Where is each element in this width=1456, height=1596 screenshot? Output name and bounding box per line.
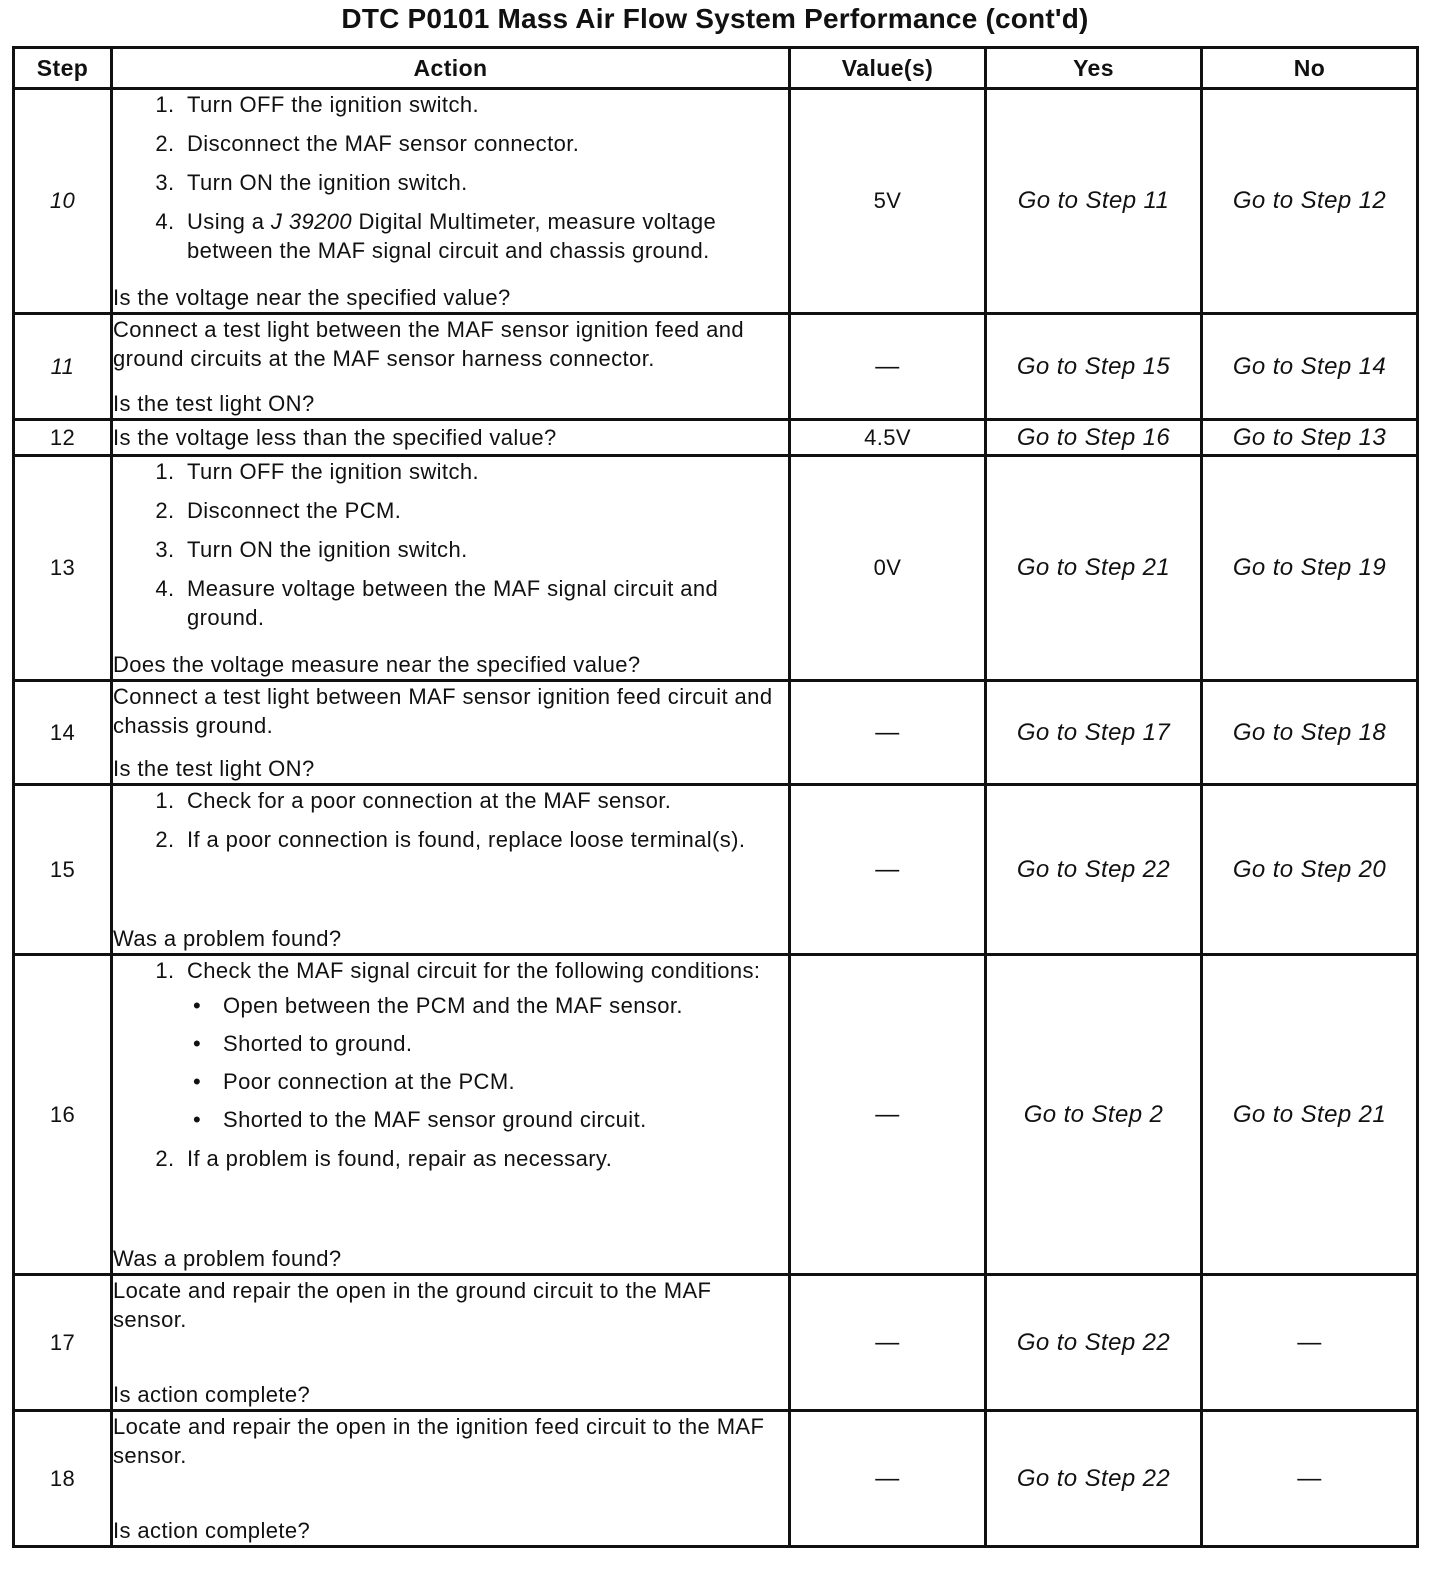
action-question: Was a problem found? [113, 1246, 342, 1271]
step-number: 13 [14, 456, 112, 681]
step-number: 18 [14, 1411, 112, 1547]
step-number: 12 [14, 420, 112, 456]
step-number: 11 [14, 314, 112, 420]
value-cell: — [790, 314, 986, 420]
no-cell: Go to Step 14 [1202, 314, 1418, 420]
action-steps [113, 90, 788, 275]
yes-cell: Go to Step 22 [986, 1275, 1202, 1411]
step-text-pre: Using a [187, 209, 271, 234]
action-text: Connect a test light between the MAF sensor ignition feed and ground circuits at the MAF sensor harness connector. [113, 317, 744, 371]
action-question: Is the voltage near the specified value? [113, 285, 511, 310]
table-row-step-14 [14, 681, 1418, 785]
action-cell [112, 89, 790, 314]
action-cell [112, 1411, 790, 1547]
action-step [181, 207, 788, 265]
value-cell: 5V [790, 89, 986, 314]
action-question: Is action complete? [113, 1382, 311, 1407]
table-row-step-12 [14, 420, 1418, 456]
table-row-step-10 [14, 89, 1418, 314]
page-title: DTC P0101 Mass Air Flow System Performance (cont'd) [341, 3, 1089, 34]
action-step: 1. Turn OFF the ignition switch. [181, 457, 788, 486]
action-cell [112, 1275, 790, 1411]
action-text: Locate and repair the open in the ignition feed circuit to the MAF sensor. [113, 1414, 765, 1468]
step-number: 15 [14, 785, 112, 955]
action-cell [112, 456, 790, 681]
table-header-row [14, 48, 1418, 89]
action-steps [113, 956, 788, 1183]
value-cell: — [790, 1275, 986, 1411]
condition-item: • Shorted to ground. [189, 1029, 788, 1058]
condition-item: • Shorted to the MAF sensor ground circuit. [189, 1105, 788, 1134]
table-row-step-13 [14, 456, 1418, 681]
no-cell: Go to Step 12 [1202, 89, 1418, 314]
action-step: 2. Disconnect the PCM. [181, 496, 788, 525]
no-cell: — [1202, 1275, 1418, 1411]
condition-list [187, 991, 788, 1134]
action-step: 3. Turn ON the ignition switch. [181, 168, 788, 197]
action-cell [112, 955, 790, 1275]
action-cell [112, 785, 790, 955]
action-step: 4. Measure voltage between the MAF signal circuit and ground. [181, 574, 788, 632]
action-step-text: Check the MAF signal circuit for the following conditions: [187, 958, 761, 983]
yes-cell: Go to Step 11 [986, 89, 1202, 314]
header-step: Step [14, 48, 112, 89]
no-cell: Go to Step 13 [1202, 420, 1418, 456]
action-step: 2. Disconnect the MAF sensor connector. [181, 129, 788, 158]
action-step [181, 956, 788, 1134]
yes-cell: Go to Step 16 [986, 420, 1202, 456]
action-question: Is the voltage less than the specified value? [113, 425, 557, 450]
action-question: Is the test light ON? [113, 391, 315, 416]
value-cell: — [790, 1411, 986, 1547]
no-cell: Go to Step 21 [1202, 955, 1418, 1275]
table-row-step-15 [14, 785, 1418, 955]
yes-cell: Go to Step 22 [986, 1411, 1202, 1547]
header-values: Value(s) [790, 48, 986, 89]
action-step: 2. If a problem is found, repair as necessary. [181, 1144, 788, 1173]
header-yes: Yes [986, 48, 1202, 89]
header-no: No [1202, 48, 1418, 89]
header-action: Action [112, 48, 790, 89]
table-row-step-17 [14, 1275, 1418, 1411]
yes-cell: Go to Step 2 [986, 955, 1202, 1275]
value-cell: 4.5V [790, 420, 986, 456]
no-cell: Go to Step 20 [1202, 785, 1418, 955]
action-text: Locate and repair the open in the ground circuit to the MAF sensor. [113, 1278, 712, 1332]
yes-cell: Go to Step 17 [986, 681, 1202, 785]
condition-item: • Open between the PCM and the MAF sensor. [189, 991, 788, 1020]
action-cell [112, 314, 790, 420]
value-cell: 0V [790, 456, 986, 681]
action-text: Connect a test light between MAF sensor ignition feed circuit and chassis ground. [113, 684, 773, 738]
action-step: 2. If a poor connection is found, replace loose terminal(s). [181, 825, 788, 854]
tool-number: J 39200 [270, 209, 352, 234]
action-step: 3. Turn ON the ignition switch. [181, 535, 788, 564]
table-row-step-18 [14, 1411, 1418, 1547]
action-cell [112, 681, 790, 785]
no-cell: Go to Step 18 [1202, 681, 1418, 785]
table-row-step-11 [14, 314, 1418, 420]
step-text-post: Digital Multimeter, measure voltage between the MAF signal circuit and chassis ground. [187, 209, 717, 263]
action-question: Does the voltage measure near the specified value? [113, 652, 641, 677]
action-cell [112, 420, 790, 456]
yes-cell: Go to Step 15 [986, 314, 1202, 420]
action-question: Was a problem found? [113, 926, 342, 951]
action-steps [113, 786, 788, 864]
action-question: Is action complete? [113, 1518, 311, 1543]
value-cell: — [790, 955, 986, 1275]
step-number: 17 [14, 1275, 112, 1411]
action-step: 1. Turn OFF the ignition switch. [181, 90, 788, 119]
no-cell: — [1202, 1411, 1418, 1547]
table-row-step-16 [14, 955, 1418, 1275]
condition-item: • Poor connection at the PCM. [189, 1067, 788, 1096]
diagnostic-table [12, 46, 1419, 1548]
action-steps [113, 457, 788, 642]
yes-cell: Go to Step 22 [986, 785, 1202, 955]
action-question: Is the test light ON? [113, 756, 315, 781]
step-number: 14 [14, 681, 112, 785]
step-number: 16 [14, 955, 112, 1275]
value-cell: — [790, 681, 986, 785]
value-cell: — [790, 785, 986, 955]
yes-cell: Go to Step 21 [986, 456, 1202, 681]
step-number: 10 [14, 89, 112, 314]
no-cell: Go to Step 19 [1202, 456, 1418, 681]
action-step: 1. Check for a poor connection at the MAF sensor. [181, 786, 788, 815]
